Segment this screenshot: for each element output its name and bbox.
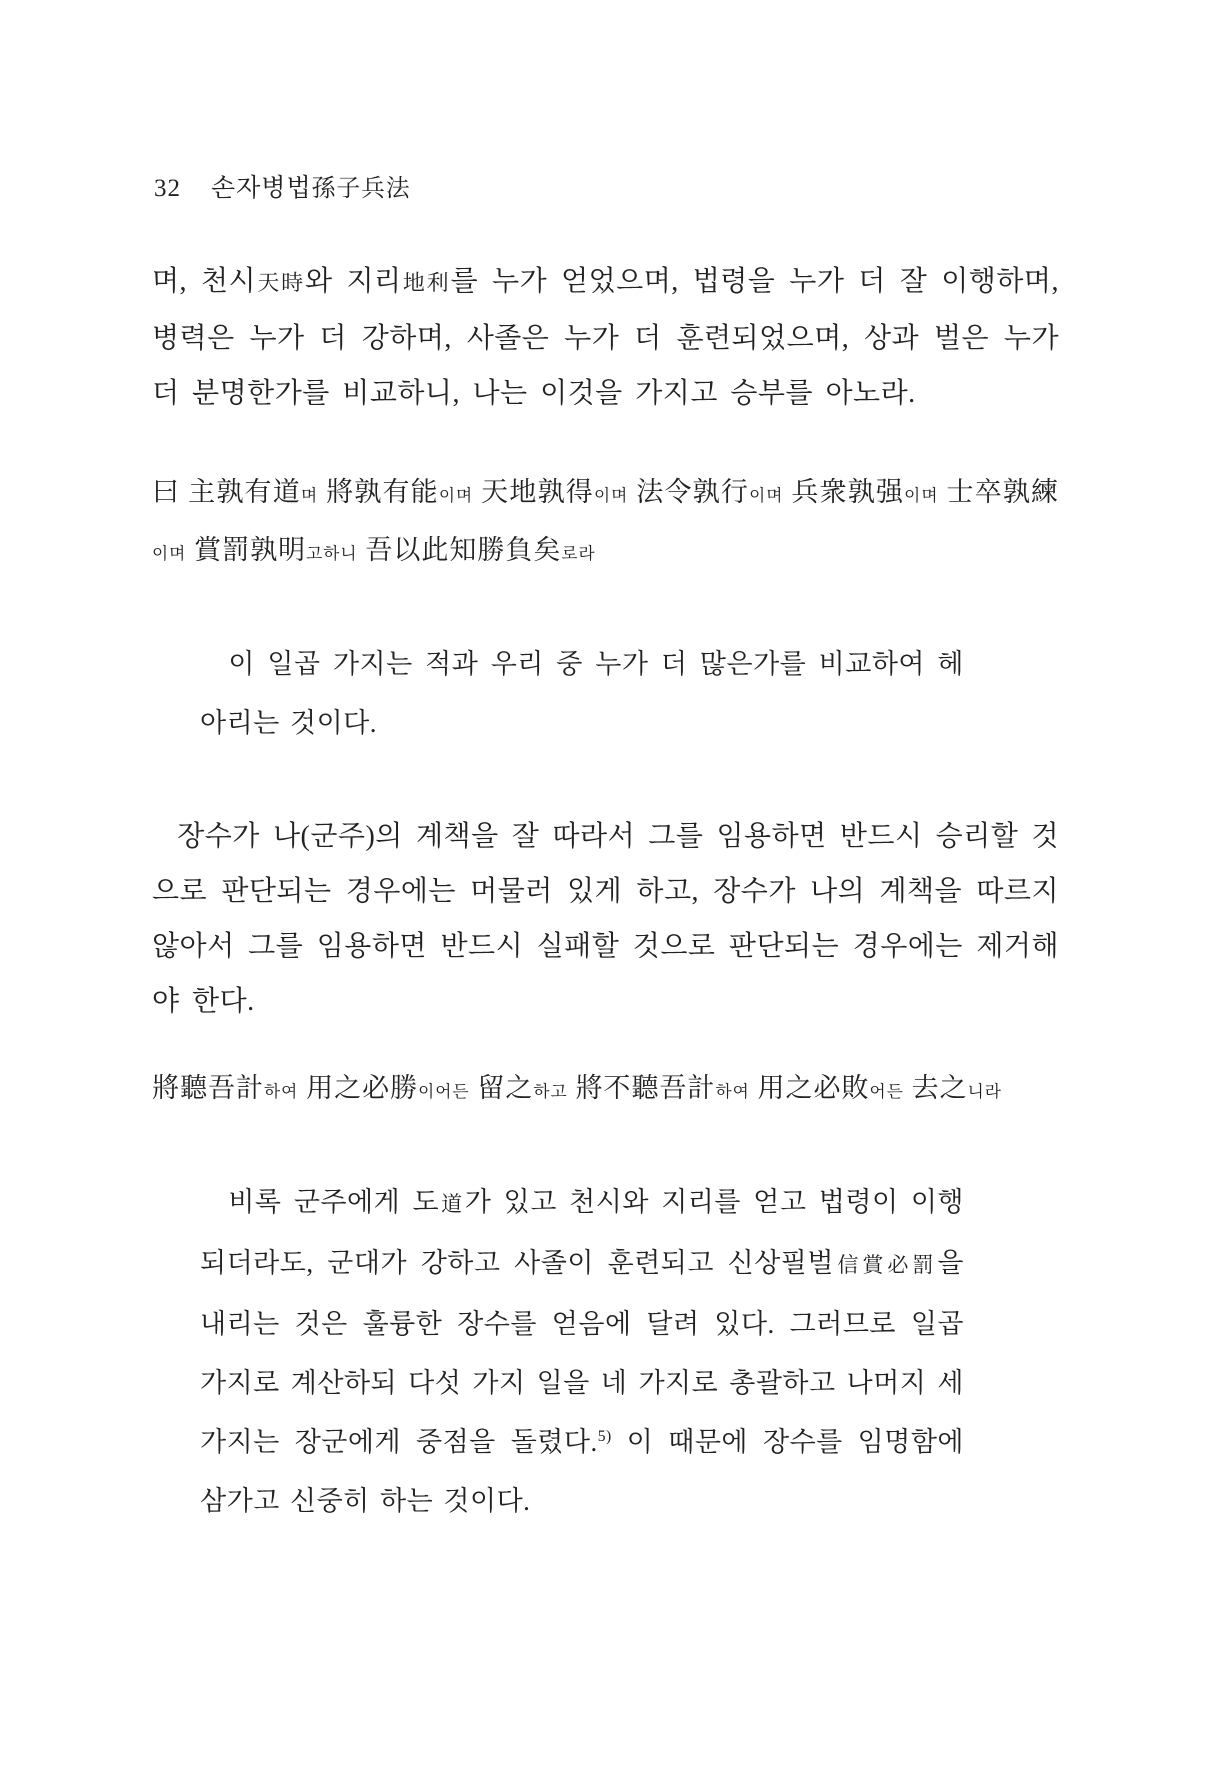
korean-particle: 로라 bbox=[561, 544, 596, 563]
korean-particle: 고하니 bbox=[306, 544, 358, 563]
hanmun-phrase: 兵衆孰强 bbox=[783, 477, 905, 507]
korean-particle: 이며 bbox=[152, 544, 187, 563]
hanja-annotation: 道 bbox=[439, 1192, 465, 1216]
hanmun-phrase: 曰 主孰有道 bbox=[152, 477, 301, 507]
hanmun-phrase: 將不聽吾計 bbox=[567, 1073, 716, 1103]
korean-particle: 이며 bbox=[438, 486, 474, 505]
hanja-annotation: 地利 bbox=[401, 271, 451, 295]
hanmun-phrase: 去之 bbox=[903, 1073, 968, 1103]
page-number: 32 bbox=[154, 175, 181, 202]
translation-paragraph-1 bbox=[152, 254, 1059, 421]
book-title-korean: 손자병법 bbox=[211, 175, 312, 202]
text-run: 와 지리 bbox=[305, 266, 402, 297]
hanmun-phrase: 用之必勝 bbox=[298, 1073, 419, 1103]
page-header bbox=[154, 168, 1059, 204]
hanja-annotation: 信賞必罰 bbox=[833, 1253, 938, 1277]
korean-particle: 하고 bbox=[533, 1082, 568, 1101]
hanmun-passage-1 bbox=[152, 465, 1059, 581]
hanmun-phrase: 天地孰得 bbox=[473, 477, 594, 507]
text-run: 을 내리는 것은 훌륭한 장수를 얻음에 달려 있다. 그러므로 일곱 가지로 계산하되 다섯 가지 일을 네 가지로 총괄하고 나머지 세 가지는 장군에게 중점을 돌렸다. bbox=[200, 1248, 964, 1457]
hanmun-phrase: 賞罰孰明 bbox=[186, 535, 307, 565]
hanmun-phrase: 將聽吾計 bbox=[152, 1073, 264, 1103]
korean-particle: 며 bbox=[300, 486, 319, 505]
hanmun-phrase: 將孰有能 bbox=[318, 477, 439, 507]
hanmun-phrase: 吾以此知勝負矣 bbox=[357, 535, 562, 565]
commentary-paragraph-1: 이 일곱 가지는 적과 우리 중 누가 더 많은가를 비교하여 헤아리는 것이다. bbox=[200, 649, 964, 738]
korean-particle: 어든 bbox=[869, 1082, 904, 1101]
text-run: 가 있고 천시와 지리를 얻고 법령이 이행되더라도, 군대가 강하고 사졸이 훈련되고 신상필벌 bbox=[200, 1187, 965, 1278]
hanmun-phrase: 士卒孰練 bbox=[938, 477, 1060, 507]
korean-particle: 니라 bbox=[967, 1082, 1002, 1101]
korean-particle: 이며 bbox=[904, 486, 939, 505]
hanmun-passage-2 bbox=[152, 1061, 1059, 1119]
hanmun-phrase: 法令孰行 bbox=[628, 477, 750, 507]
hanmun-phrase: 留之 bbox=[469, 1073, 534, 1103]
korean-particle: 이며 bbox=[593, 486, 629, 505]
commentary-paragraph-2 bbox=[200, 1173, 964, 1531]
hanja-annotation: 天時 bbox=[256, 271, 306, 295]
text-run: 며, 천시 bbox=[152, 266, 257, 297]
text-run: 를 누가 얻었으며, 법령을 누가 더 잘 이행하며, 병력은 누가 더 강하며, 사졸은 누가 더 훈련되었으며, 상과 벌은 누가 더 분명한가를 비교하니, 나는 이것을 가지고 승부를 아노라. bbox=[152, 266, 1059, 409]
text-run: 이 때문에 장수를 임명함에 삼가고 신중히 하는 것이다. bbox=[200, 1427, 964, 1516]
korean-particle: 하여 bbox=[715, 1082, 750, 1101]
hanmun-phrase: 用之必敗 bbox=[749, 1073, 870, 1103]
translation-paragraph-2: 장수가 나(군주)의 계책을 잘 따라서 그를 임용하면 반드시 승리할 것으로 판단되는 경우에는 머물러 있게 하고, 장수가 나의 계책을 따르지 않아서 그를 임용하면 반드시 실패할 것으로 판단되는 경우에는 제거해야 한다. bbox=[152, 821, 1059, 1017]
korean-particle: 이어든 bbox=[418, 1082, 470, 1101]
korean-particle: 이며 bbox=[749, 486, 784, 505]
text-run: 비록 군주에게 도 bbox=[228, 1187, 440, 1217]
footnote-marker: 5) bbox=[597, 1428, 612, 1445]
korean-particle: 하여 bbox=[264, 1082, 299, 1101]
book-title-hanja: 孫子兵法 bbox=[311, 176, 411, 202]
